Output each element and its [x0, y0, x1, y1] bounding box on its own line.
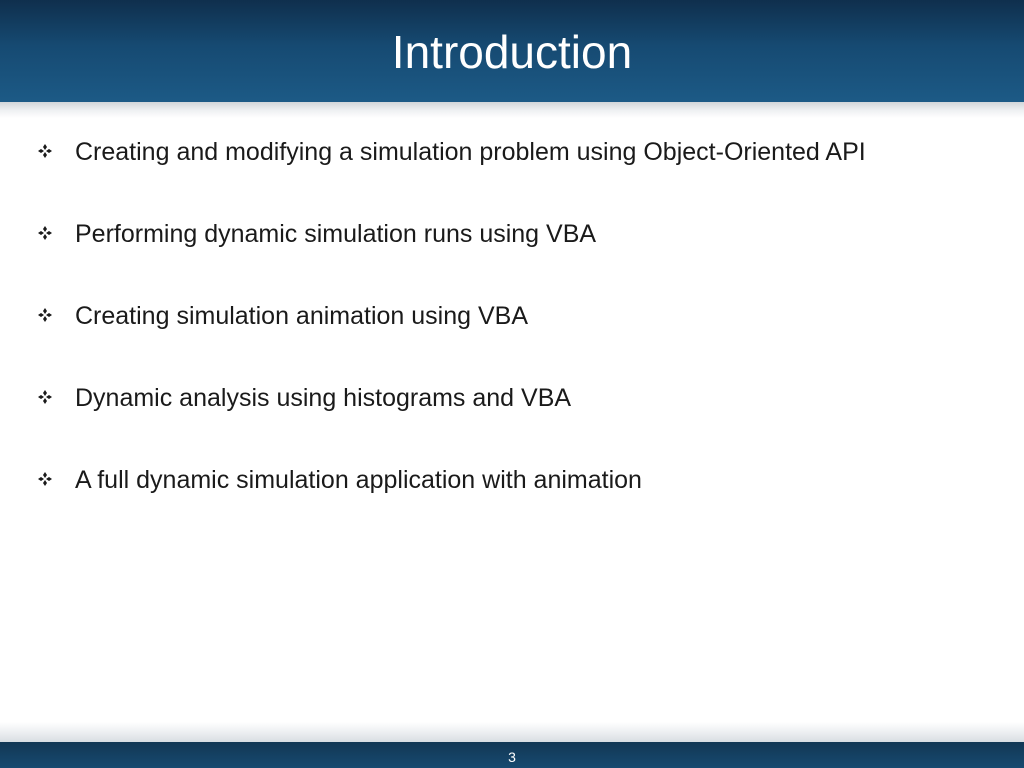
bullet-text: Dynamic analysis using histograms and VBA	[75, 384, 572, 412]
bullet-text: A full dynamic simulation application with animation	[75, 466, 642, 494]
bullet-item	[0, 132, 1024, 214]
footer-shadow	[0, 722, 1024, 742]
four-diamond-bullet-icon	[37, 471, 53, 487]
bullet-list	[0, 132, 1024, 542]
bullet-text: Creating and modifying a simulation problem using Object-Oriented API	[75, 138, 866, 166]
bullet-item	[0, 214, 1024, 296]
title-bar-shadow	[0, 102, 1024, 118]
page-number: 3	[508, 749, 516, 765]
bullet-item	[0, 460, 1024, 542]
bullet-item	[0, 296, 1024, 378]
bullet-text: Creating simulation animation using VBA	[75, 302, 529, 330]
four-diamond-bullet-icon	[37, 307, 53, 323]
slide-title: Introduction	[391, 26, 633, 78]
four-diamond-bullet-icon	[37, 143, 53, 159]
bullet-text: Performing dynamic simulation runs using VBA	[75, 220, 597, 248]
bullet-item	[0, 378, 1024, 460]
four-diamond-bullet-icon	[37, 225, 53, 241]
four-diamond-bullet-icon	[37, 389, 53, 405]
